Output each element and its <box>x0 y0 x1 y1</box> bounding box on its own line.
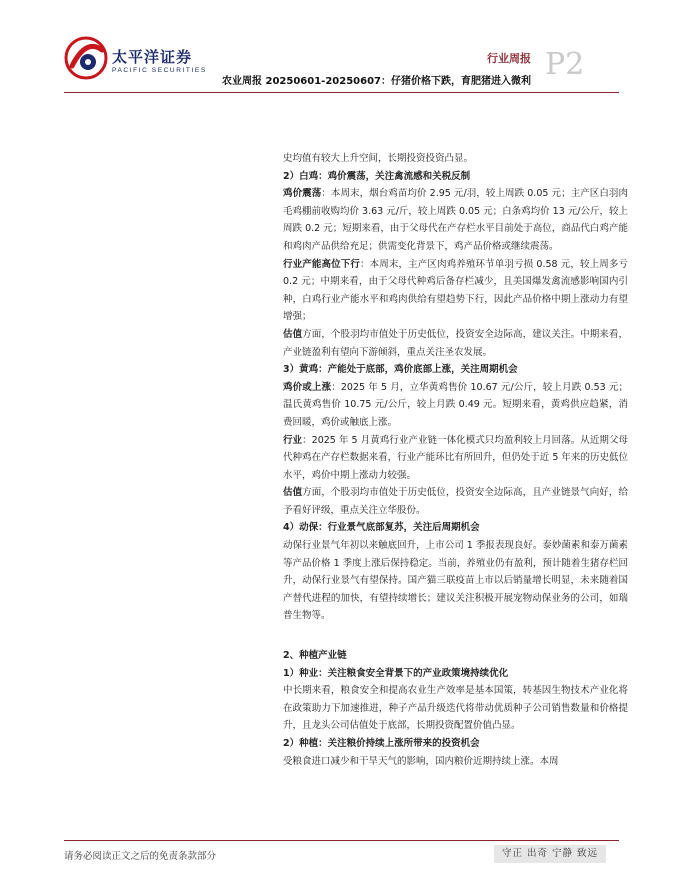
section-heading-dongbao: 4）动保：行业景气底部复苏，关注后周期机会 <box>283 522 480 534</box>
paragraph-baiji-price <box>283 185 628 255</box>
inline-text: ：2025 年 5 月，立华黄鸡售价 10.67 元/公斤，较上月跌 0.53 元；温氏黄鸡售价 10.75 元/公斤，较上月跌 0.49 元。短期来看，黄鸡供应趋紧，消费回暖，鸡价或触底上涨。 <box>283 381 628 428</box>
paragraph-dongbao: 动保行业景气年初以来触底回升，上市公司 1 季报表现良好。泰妙菌素和泰万菌素等产品价格 1 季度上涨后保持稳定。当前，养殖业仍有盈利，预计随着生猪存栏回升，动保行业景气有望保持。国产猫三联疫苗上市以后销量增长明显，未来随着国产替代进程的加快，有望持续增长；建议关注积极开展宠物动保业务的公司，如瑞普生物等。 <box>283 540 628 622</box>
section-heading-baiji: 2）白鸡：鸡价震荡，关注禽流感和关税反制 <box>283 170 471 182</box>
inline-text: ：本周末，主产区肉鸡养殖环节单羽亏损 0.58 元，较上周多亏 0.2 元；中期来看，由于父母代种鸡后备存栏减少，且美国爆发禽流感影响国内引种，白鸡行业产能水平和鸡肉供给有望趋势下行，因此产品价格中期上涨动力有望增强； <box>283 258 628 323</box>
header-divider <box>64 92 619 93</box>
footer-slogan: 守正 出奇 宁静 致远 <box>494 845 606 863</box>
inline-text: ：2025 年 5 月黄鸡行业产业链一体化模式只均盈利较上月回落。从近期父母代种鸡在产存栏数据来看，行业产能环比有所回升，但仍处于近 5 年来的历史低位水平，鸡价中期上涨动力较强。 <box>283 434 628 481</box>
paragraph-seeds: 中长期来看，粮食安全和提高农业生产效率是基本国策，转基因生物技术产业化将在政策助力下加速推进，种子产品升级迭代将带动优质种子公司销售数量和价格提升，且龙头公司估值处于底部，长期投资配置价值凸显。 <box>283 685 628 732</box>
section-heading-planting: 2、种植产业链 <box>283 650 347 662</box>
inline-label: 估值 <box>283 487 303 499</box>
inline-text: ：本周末，烟台鸡苗均价 2.95 元/羽，较上周跌 0.05 元；主产区白羽肉毛鸡棚前收购均价 3.63 元/斤，较上周跌 0.05 元；白条鸡均价 13 元/公斤，较上周跌 0.2 元；短期来看，由于父母代在产存栏水平目前处于高位，商品代白鸡产能和鸡肉产品供给充足；供需变化背景下，鸡产品价格或继续震荡。 <box>283 188 628 252</box>
inline-label: 鸡价或上涨 <box>283 381 332 393</box>
paragraph-crops: 受粮食进口减少和干旱天气的影响，国内粮价近期持续上涨。本周 <box>283 755 559 767</box>
inline-label: 估值 <box>283 328 303 340</box>
report-body <box>283 150 628 770</box>
page-number: P2 <box>545 47 585 82</box>
footer-divider <box>64 840 619 841</box>
inline-text: 方面，个股羽均市值处于历史低位，投资安全边际高，且产业链景气向好，给予看好评级，重点关注立华股份。 <box>283 487 628 516</box>
spacer <box>283 625 628 647</box>
report-type: 行业周报 <box>487 52 531 65</box>
pacific-securities-logo-icon <box>64 36 108 80</box>
brand-name-en: PACIFIC SECURITIES <box>112 67 207 74</box>
inline-text: 方面，个股羽均市值处于历史低位，投资安全边际高，建议关注。中期来看，产业链盈利有望向下游倾斜，重点关注圣农发展。 <box>283 328 628 358</box>
paragraph-baiji-valuation <box>283 326 628 361</box>
section-heading-seeds: 1）种业：关注粮食安全背景下的产业政策境持续优化 <box>283 667 509 679</box>
section-heading-crops: 2）种植：关注粮价持续上涨所带来的投资机会 <box>283 738 480 749</box>
footer-disclaimer: 请务必阅读正文之后的免责条款部分 <box>64 851 217 862</box>
report-title: 农业周报 20250601-20250607：仔猪价格下跌，育肥猪进入微利 <box>222 76 531 87</box>
paragraph-huangji-price <box>283 379 628 432</box>
paragraph-baiji-capacity <box>283 256 628 326</box>
paragraph-huangji-industry <box>283 432 628 485</box>
inline-label: 行业 <box>283 434 303 446</box>
inline-label: 鸡价震荡 <box>283 188 322 200</box>
section-heading-huangji: 3）黄鸡：产能处于底部，鸡价底部上涨，关注周期机会 <box>283 364 518 376</box>
brand-name-cn: 太平洋证券 <box>112 48 193 66</box>
page-header <box>0 0 681 100</box>
paragraph: 史均值有较大上升空间，长期投资投资凸显。 <box>283 153 474 164</box>
paragraph-huangji-valuation <box>283 484 628 519</box>
inline-label: 行业产能高位下行 <box>283 258 361 270</box>
